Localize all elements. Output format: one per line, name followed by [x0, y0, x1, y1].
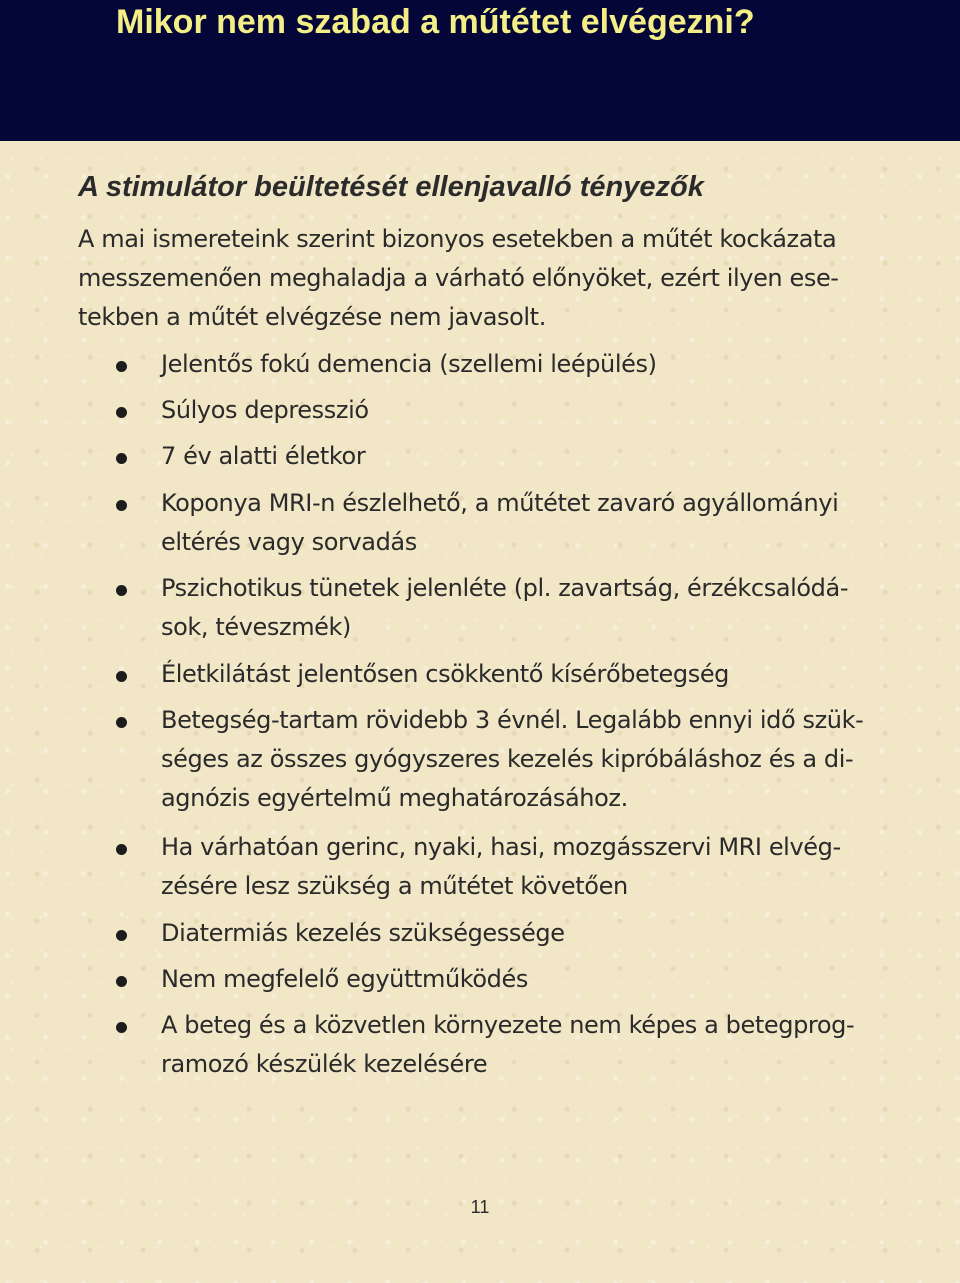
bullet-icon — [116, 1022, 127, 1033]
list-item-text — [161, 655, 729, 694]
list-item-line: Betegség-tartam rövidebb 3 évnél. Legalább ennyi idő szük- — [161, 706, 864, 734]
bullet-icon — [116, 976, 127, 987]
intro-paragraph — [78, 220, 888, 337]
bullet-icon — [116, 585, 127, 596]
list-item-line: Diatermiás kezelés szükségessége — [161, 919, 565, 947]
bullet-icon — [116, 717, 127, 728]
bullet-icon — [116, 407, 127, 418]
list-item-text — [161, 960, 528, 999]
bullet-icon — [116, 930, 127, 941]
list-item-text — [161, 569, 848, 647]
bullet-icon — [116, 361, 127, 372]
list-item-line: agnózis egyértelmű meghatározásához. — [161, 784, 628, 812]
section-heading: A stimulátor beültetését ellenjavalló tényezők — [78, 171, 704, 203]
list-item-line: Életkilátást jelentősen csökkentő kísérőbetegség — [161, 660, 730, 688]
list-item-line: Jelentős fokú demencia (szellemi leépülés) — [161, 350, 657, 378]
list-item-text — [161, 701, 863, 818]
list-item-line: zésére lesz szükség a műtétet követően — [161, 872, 628, 900]
page-title: Mikor nem szabad a műtétet elvégezni? — [116, 3, 755, 41]
list-item-text — [161, 391, 369, 430]
list-item-line: 7 év alatti életkor — [161, 442, 366, 470]
list-item-text — [161, 345, 657, 384]
intro-line: tekben a műtét elvégzése nem javasolt. — [78, 303, 546, 331]
list-item-text — [161, 828, 841, 906]
list-item-line: A beteg és a közvetlen környezete nem képes a betegprog- — [161, 1011, 855, 1039]
page-number: 11 — [470, 1197, 490, 1217]
list-item-line: séges az összes gyógyszeres kezelés kipróbáláshoz és a di- — [161, 745, 854, 773]
list-item-line: sok, téveszmék) — [161, 613, 351, 641]
list-item-line: eltérés vagy sorvadás — [161, 528, 417, 556]
list-item-line: ramozó készülék kezelésére — [161, 1050, 488, 1078]
list-item-text — [161, 1006, 854, 1084]
bullet-icon — [116, 844, 127, 855]
list-item-text — [161, 437, 365, 476]
list-item-line: Nem megfelelő együttműködés — [161, 965, 528, 993]
intro-line: messzemenően meghaladja a várható előnyöket, ezért ilyen ese- — [78, 264, 839, 292]
list-item-text — [161, 914, 565, 953]
list-item-line: Koponya MRI-n észlelhető, a műtétet zavaró agyállományi — [161, 489, 839, 517]
title-bar — [0, 0, 960, 141]
bullet-icon — [116, 500, 127, 511]
list-item-line: Ha várhatóan gerinc, nyaki, hasi, mozgásszervi MRI elvég- — [161, 833, 841, 861]
list-item-text — [161, 484, 838, 562]
list-item-line: Pszichotikus tünetek jelenléte (pl. zavartság, érzékcsalódá- — [161, 574, 849, 602]
bullet-icon — [116, 671, 127, 682]
intro-line: A mai ismereteink szerint bizonyos esetekben a műtét kockázata — [78, 225, 837, 253]
bullet-icon — [116, 453, 127, 464]
list-item-line: Súlyos depresszió — [161, 396, 369, 424]
